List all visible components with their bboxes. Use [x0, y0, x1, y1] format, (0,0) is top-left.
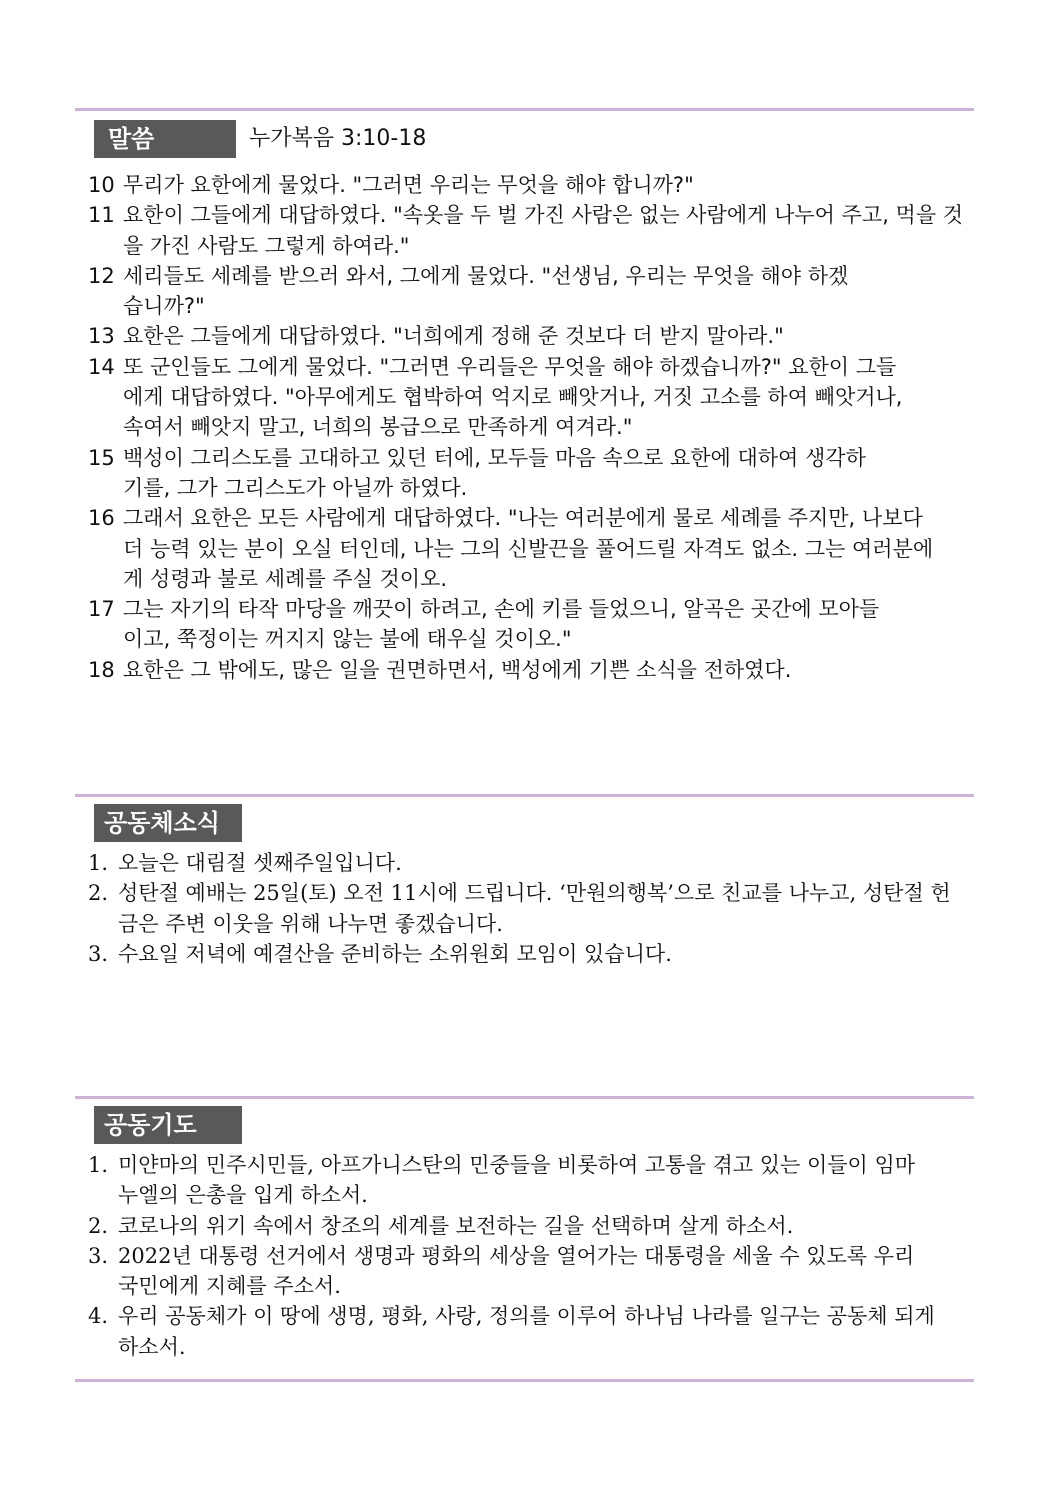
prayer-text: 미얀마의 민주시민들, 아프가니스탄의 민중들을 비롯하여 고통을 겪고 있는 이들이 임마누엘의 은총을 입게 하소서. [118, 1153, 916, 1208]
news-label: 공동체소식 [94, 804, 242, 842]
prayer-item [88, 1301, 978, 1362]
verse-item [88, 503, 978, 594]
verse-list [88, 170, 978, 685]
verse-number: 15 [88, 445, 115, 470]
prayer-item [88, 1211, 978, 1241]
verse-number: 10 [88, 173, 115, 197]
scripture-reference: 누가복음 3:10-18 [249, 126, 427, 151]
scripture-label: 말씀 [94, 120, 174, 158]
verse-text: 세리들도 세례를 받으러 와서, 그에게 물었다. "선생님, 우리는 무엇을 해야 하겠습니까?" [123, 263, 849, 319]
news-item [88, 939, 978, 969]
verse-item [88, 170, 978, 200]
verse-text: 그는 자기의 타작 마당을 깨끗이 하려고, 손에 키를 들었으니, 알곡은 곳간에 모아들이고, 쭉정이는 꺼지지 않는 불에 태우실 것이오." [123, 597, 880, 652]
verse-item [88, 352, 978, 443]
verse-text: 요한은 그 밖에도, 많은 일을 권면하면서, 백성에게 기쁜 소식을 전하였다. [123, 657, 792, 682]
verse-text: 또 군인들도 그에게 물었다. "그러면 우리들은 무엇을 해야 하겠습니까?" 요한이 그들에게 대답하였다. "아무에게도 협박하여 억지로 빼앗거나, 거짓 고소를 하여 빼앗거나, 속여서 빼앗지 말고, 너희의 봉급으로 만족하게 여겨라." [123, 354, 903, 440]
prayer-divider [75, 1096, 974, 1099]
verse-number: 12 [88, 263, 115, 288]
news-text: 성탄절 예배는 25일(토) 오전 11시에 드립니다. ‘만원의행복’으로 친교를 나누고, 성탄절 헌금은 주변 이웃을 위해 나누면 좋겠습니다. [118, 881, 951, 936]
news-text: 오늘은 대림절 셋째주일입니다. [118, 851, 402, 875]
prayer-label: 공동기도 [94, 1106, 242, 1144]
bottom-divider [75, 1379, 974, 1382]
verse-number: 13 [88, 324, 115, 349]
verse-text: 그래서 요한은 모든 사람에게 대답하였다. "나는 여러분에게 물로 세례를 주지만, 나보다 더 능력 있는 분이 오실 터인데, 나는 그의 신발끈을 풀어드릴 자격도 없소. 그는 여러분에게 성령과 불로 세례를 주실 것이오. [123, 506, 934, 591]
verse-text: 요한은 그들에게 대답하였다. "너희에게 정해 준 것보다 더 받지 말아라." [123, 324, 784, 349]
verse-number: 11 [88, 203, 115, 228]
verse-number: 16 [88, 506, 115, 531]
verse-item [88, 200, 978, 261]
prayer-list [88, 1150, 978, 1362]
verse-number: 18 [88, 657, 115, 682]
verse-text: 무리가 요한에게 물었다. "그러면 우리는 무엇을 해야 합니까?" [123, 173, 694, 197]
verse-number: 14 [88, 354, 115, 379]
prayer-text: 2022년 대통령 선거에서 생명과 평화의 세상을 열어가는 대통령을 세울 수 있도록 우리 국민에게 지혜를 주소서. [118, 1243, 915, 1299]
news-item [88, 848, 978, 878]
verse-text: 요한이 그들에게 대답하였다. "속옷을 두 벌 가진 사람은 없는 사람에게 나누어 주고, 먹을 것을 가진 사람도 그렇게 하여라." [123, 203, 964, 258]
news-divider [75, 794, 974, 797]
news-text: 수요일 저녁에 예결산을 준비하는 소위원회 모임이 있습니다. [118, 941, 672, 966]
prayer-number: 1. [88, 1153, 109, 1177]
prayer-item [88, 1241, 978, 1302]
verse-item [88, 321, 978, 351]
prayer-number: 2. [88, 1213, 109, 1238]
news-number: 1. [88, 851, 109, 875]
news-list [88, 848, 978, 969]
verse-number: 17 [88, 597, 115, 622]
top-divider [75, 108, 974, 111]
news-number: 2. [88, 881, 109, 906]
verse-text: 백성이 그리스도를 고대하고 있던 터에, 모두들 마음 속으로 요한에 대하여 생각하기를, 그가 그리스도가 아닐까 하였다. [123, 445, 866, 500]
news-item [88, 878, 978, 939]
prayer-number: 3. [88, 1243, 109, 1268]
news-number: 3. [88, 941, 109, 966]
verse-item [88, 594, 978, 655]
prayer-text: 코로나의 위기 속에서 창조의 세계를 보전하는 길을 선택하며 살게 하소서. [118, 1213, 794, 1238]
prayer-number: 4. [88, 1304, 109, 1329]
verse-item [88, 443, 978, 504]
verse-item [88, 261, 978, 322]
verse-item [88, 655, 978, 685]
prayer-item [88, 1150, 978, 1211]
prayer-text: 우리 공동체가 이 땅에 생명, 평화, 사랑, 정의를 이루어 하나님 나라를 일구는 공동체 되게 하소서. [118, 1304, 935, 1359]
